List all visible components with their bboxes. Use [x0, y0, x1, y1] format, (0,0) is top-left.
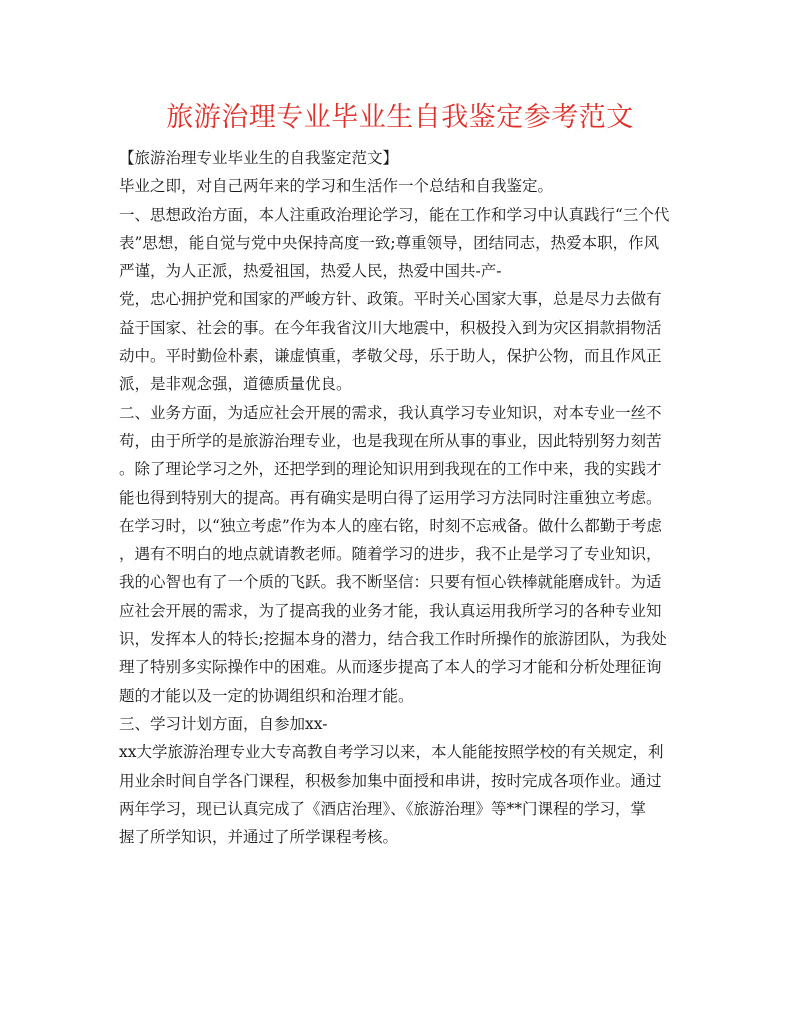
- document-body: [119, 144, 691, 851]
- text-line: ，遇有不明白的地点就请教老师。随着学习的进步，我不止是学习了专业知识，: [119, 545, 662, 564]
- text-line: 毕业之即，对自己两年来的学习和生活作一个总结和自我鉴定。: [119, 177, 554, 196]
- text-line: 两年学习，现已认真完成了《酒店治理》、《旅游治理》等**门课程的学习，掌: [119, 799, 647, 818]
- page-title: 旅游治理专业毕业生自我鉴定参考范文: [166, 102, 634, 133]
- text-line: 用业余时间自学各门课程，积极参加集中面授和串讲，按时完成各项作业。通过: [119, 771, 662, 790]
- text-line: 苟，由于所学的是旅游治理专业，也是我现在所从事的事业，因此特别努力刻苦: [119, 431, 662, 450]
- text-line: 理了特别多实际操作中的困难。从而逐步提高了本人的学习才能和分析处理征询: [119, 658, 662, 677]
- text-line: 我的心智也有了一个质的飞跃。我不断坚信：只要有恒心铁棒就能磨成针。为适: [119, 573, 662, 592]
- text-line: 二、业务方面，为适应社会开展的需求，我认真学习专业知识，对本专业一丝不: [119, 403, 662, 422]
- text-line: 益于国家、社会的事。在今年我省汶川大地震中，积极投入到为灾区捐款捐物活: [119, 318, 662, 337]
- text-line: 一、思想政治方面，本人注重政治理论学习，能在工作和学习中认真践行“三个代: [119, 205, 670, 224]
- text-line: 题的才能以及一定的协调组织和治理才能。: [119, 686, 414, 705]
- text-line: 派，是非观念强，道德质量优良。: [119, 375, 352, 394]
- text-line: 严谨，为人正派，热爱祖国，热爱人民，热爱中国共-产-: [119, 262, 502, 281]
- text-line: 识，发挥本人的特长;挖掘本身的潜力，结合我工作时所操作的旅游团队，为我处: [119, 630, 667, 649]
- text-line: xx大学旅游治理专业大专高教自考学习以来，本人能能按照学校的有关规定，利: [119, 743, 664, 762]
- text-line: 能也得到特别大的提高。再有确实是明白得了运用学习方法同时注重独立考虑。: [119, 488, 662, 507]
- text-line: 动中。平时勤俭朴素，谦虚慎重，孝敬父母，乐于助人，保护公物，而且作风正: [119, 347, 662, 366]
- text-line: 应社会开展的需求，为了提高我的业务才能，我认真运用我所学习的各种专业知: [119, 601, 662, 620]
- text-line: 表”思想，能自觉与党中央保持高度一致;尊重领导，团结同志，热爱本职，作风: [119, 233, 660, 252]
- text-line: 。除了理论学习之外，还把学到的理论知识用到我现在的工作中来，我的实践才: [119, 460, 662, 479]
- text-line: 三、学习计划方面，自参加xx-: [119, 714, 328, 733]
- text-line: 在学习时，以“独立考虑”作为本人的座右铭，时刻不忘戒备。做什么都勤于考虑: [119, 516, 662, 535]
- text-line: 党，忠心拥护党和国家的严峻方针、政策。平时关心国家大事，总是尽力去做有: [119, 290, 662, 309]
- text-line: 握了所学知识，并通过了所学课程考核。: [119, 828, 399, 847]
- text-line: 【旅游治理专业毕业生的自我鉴定范文】: [119, 149, 399, 167]
